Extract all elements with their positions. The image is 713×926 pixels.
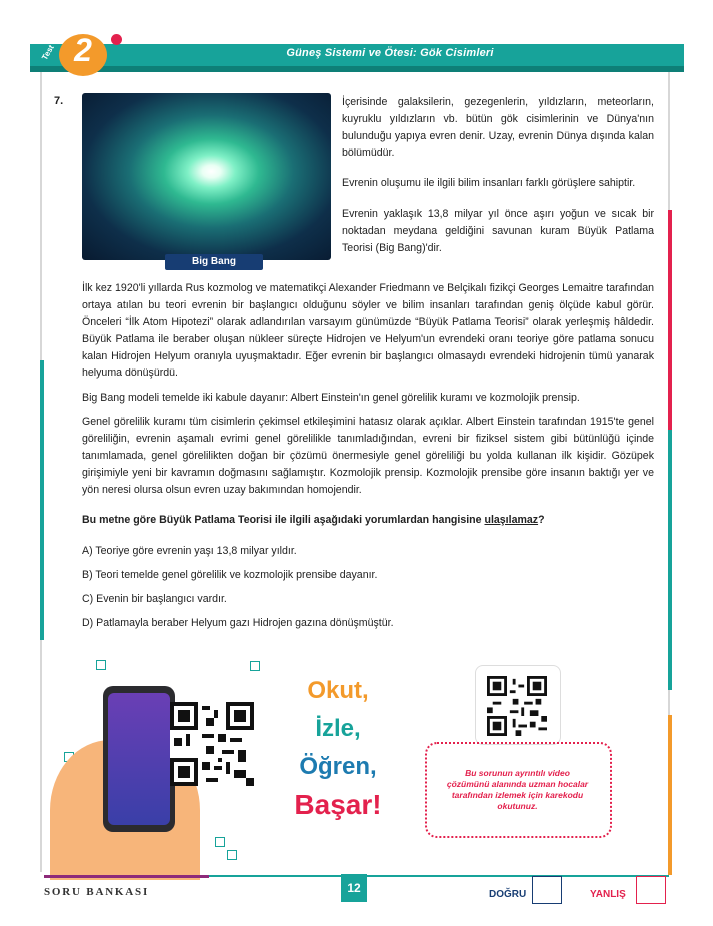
option-letter: B) — [82, 569, 93, 581]
intro-paragraph-3: Evrenin yaklaşık 13,8 milyar yıl önce aşırı yoğun ve sıcak bir noktadan meydana geldiğini savunan kuram Büyük Patlama Teorisi (Big Bang)'dir. — [342, 208, 654, 254]
body-paragraph-3: Genel görelilik kuramı tüm cisimlerin çekimsel etkileşimini hatasız olarak açıklar. Albert Einstein tarafından 1915'te genel göreliliğin, evrenin aşamalı evrimi genel görelilikle tanımladığından, evreni bir fiziksel sistem gibi bütünlüğü içinde tanımlamada, genel görelilikten doğan bir çözümü önermesiyle genel göreliliği bu yolda kullanan ilk kişidir. Gözüpek girişimiyle yeni bir kavramın doğmasını sağlamıştır. Kozmolojik prensip. Kozmolojik prensibe göre insanın baktığı yer ve yön neresi olursa olsun evren uzay bakımından homojendir. — [82, 416, 654, 496]
accent-right-red — [668, 210, 672, 430]
body-paragraph-1: İlk kez 1920'li yıllarda Rus kozmolog ve matematikçi Alexander Friedmann ve Belçikalı fizikçi Georges Lemaitre tarafından ortaya atılan bu teori evrenin bir başlangıcı olduğunu söyler ve bilim insanları tarafından geniş ölçüde kabul görür. Önceleri “İlk Atom Hipotezi” olarak adlandırılan varsayım günümüzde “Büyük Patlama Teorisi” olarak yerleşmiş hâldedir. Büyük Patlama ile beraber oluşan nükleer süreçte Hidrojen ve Helyum'un evrendeki oranı teoriye göre patlama sonucu kalan Hidrojen Helyum oranıyla uyuşmaktadır. Eğer evrenin bir başlangıcı olmasaydı evrendeki hidrojenin tümü yanarak helyuma dönüşürdü. — [82, 282, 654, 379]
option-text: Evenin bir başlangıcı vardır. — [96, 593, 227, 605]
option-text: Teori temelde genel görelilik ve kozmolojik prensibe dayanır. — [95, 569, 378, 581]
footer-line-purple — [44, 875, 209, 878]
slogan-word-okut: Okut, — [307, 677, 369, 704]
accent-right-orange — [668, 715, 672, 875]
decor-square — [227, 850, 237, 860]
slogan-word-izle: İzle, — [315, 715, 361, 742]
option-letter: D) — [82, 617, 94, 629]
option-text: Patlamayla beraber Helyum gazı Hidrojen gazına dönüşmüştür. — [96, 617, 394, 629]
accent-right-teal — [668, 430, 672, 690]
test-number: 2 — [74, 32, 92, 68]
large-qr-code[interactable] — [170, 702, 254, 786]
page-number: 12 — [341, 874, 367, 902]
option-a[interactable] — [82, 545, 297, 557]
unit-title: Güneş Sistemi ve Ötesi: Gök Cisimleri — [286, 47, 494, 59]
big-bang-image — [82, 93, 331, 260]
intro-paragraph-1: İçerisinde galaksilerin, gezegenlerin, yıldızların, meteorların, kuyruklu yıldızların vb. bütün gök cisimlerinin ve Dünya'nın bulunduğu yapıya evren denir. Uzay, evrenin Dünya dışında kalan bölümüdür. — [342, 96, 654, 159]
wrong-checkbox[interactable] — [636, 876, 666, 904]
question-number: 7. — [54, 95, 64, 107]
slogan-word-basar: Başar! — [294, 789, 382, 820]
phone-screen — [108, 693, 170, 825]
option-d[interactable] — [82, 617, 394, 629]
intro-paragraph-2: Evrenin oluşumu ile ilgili bilim insanları farklı görüşlere sahiptir. — [342, 177, 636, 189]
option-c[interactable] — [82, 593, 227, 605]
accent-left-teal — [40, 360, 44, 640]
video-note-text: Bu sorunun ayrıntılı video çözümünü alanında uzman hocalar tarafından izlemek için karekodu okutunuz. — [446, 768, 589, 811]
decor-square — [96, 660, 106, 670]
decor-square — [250, 661, 260, 671]
badge-dot — [111, 34, 122, 45]
slogan-word-ogren: Öğren, — [299, 753, 377, 780]
option-letter: A) — [82, 545, 93, 557]
decor-square — [215, 837, 225, 847]
question-stem-text: Bu metne göre Büyük Patlama Teorisi ile ilgili aşağıdaki yorumlardan hangisine — [82, 514, 485, 526]
footer-line-teal — [209, 875, 669, 877]
option-b[interactable] — [82, 569, 377, 581]
small-qr-code[interactable] — [487, 676, 547, 736]
test-label: Test — [40, 43, 56, 62]
book-name: SORU BANKASI — [44, 886, 150, 898]
header-bar-shadow — [30, 66, 684, 72]
image-caption: Big Bang — [165, 254, 263, 270]
option-letter: C) — [82, 593, 94, 605]
question-stem — [82, 514, 654, 526]
wrong-label: YANLIŞ — [590, 889, 626, 900]
correct-label: DOĞRU — [489, 889, 527, 900]
body-paragraph-2: Big Bang modeli temelde iki kabule dayanır: Albert Einstein'ın genel görelilik kuramı ve kozmolojik prensip. — [82, 392, 580, 404]
option-text: Teoriye göre evrenin yaşı 13,8 milyar yıldır. — [95, 545, 297, 557]
promo-slogan — [268, 672, 408, 824]
question-stem-emphasis: ulaşılamaz — [484, 514, 539, 526]
correct-checkbox[interactable] — [532, 876, 562, 904]
question-stem-end: ? — [538, 514, 545, 526]
